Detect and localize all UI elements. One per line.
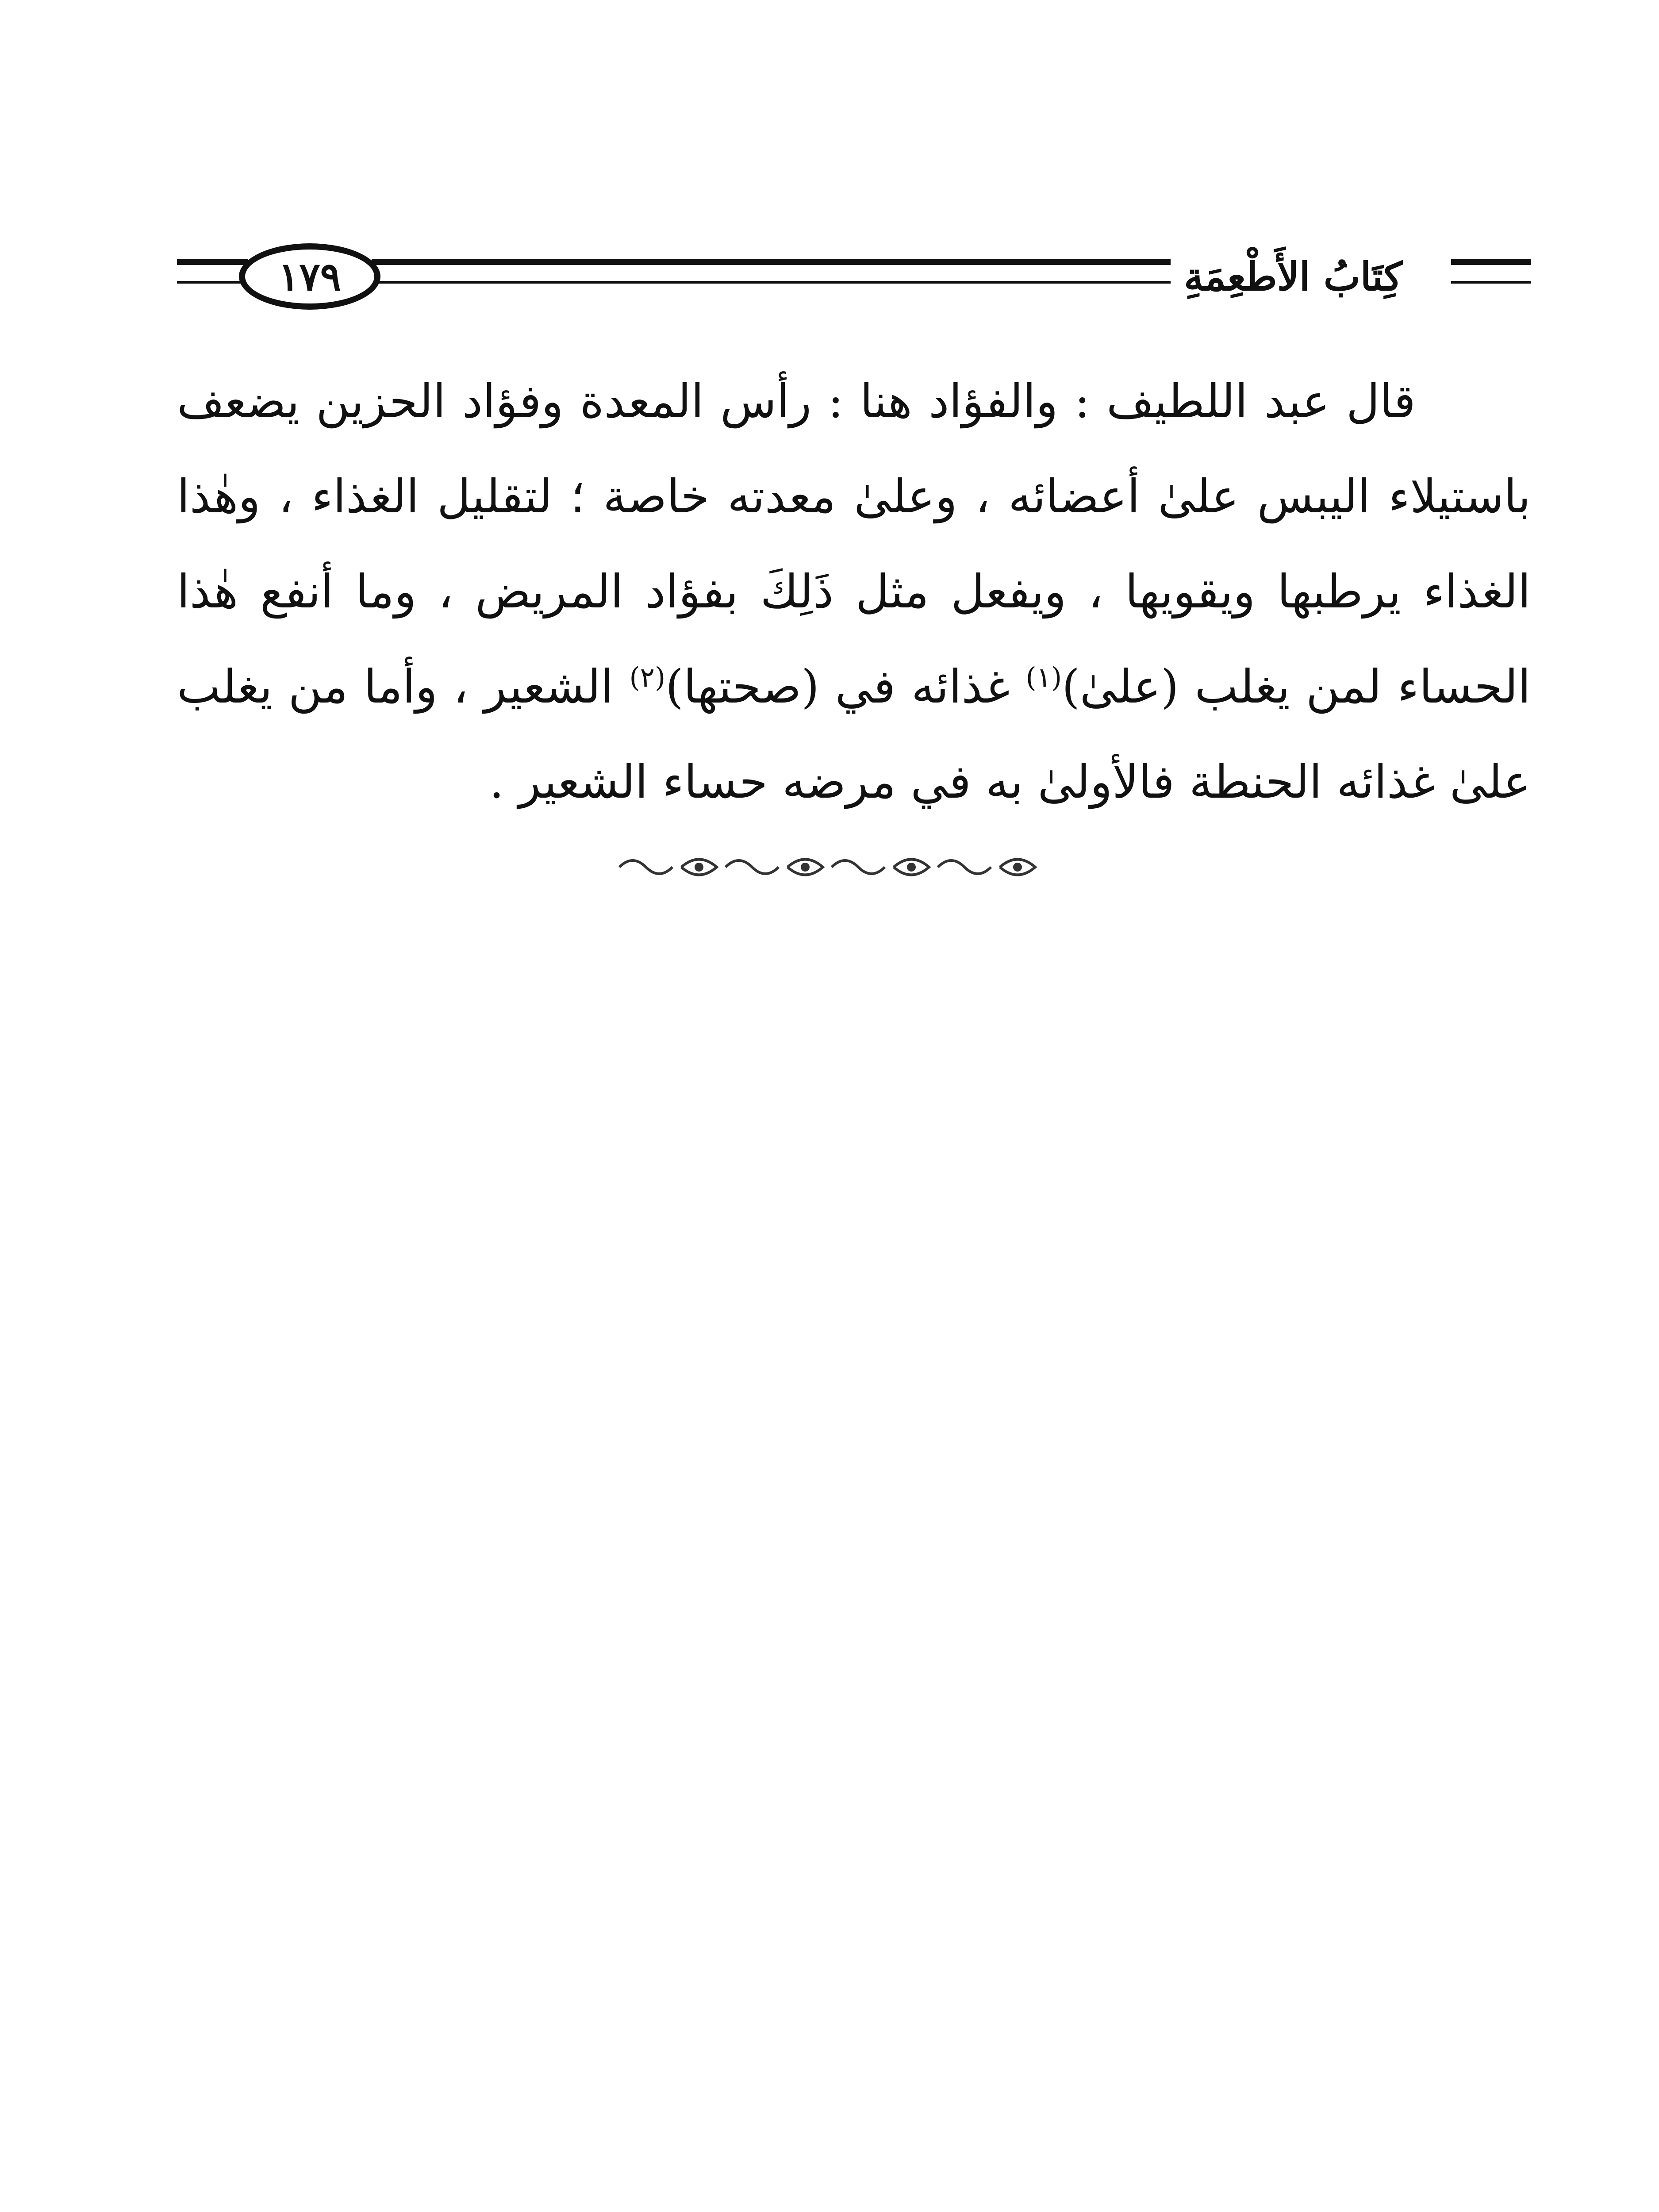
body-text-part-3: الشعير ، وأما من يغلب علىٰ غذائه الحنطة فالأولىٰ به في مرضه حساء الشعير . xyxy=(177,660,1531,809)
footnote-ref-1: (١) xyxy=(1025,661,1062,694)
footnote-ref-2: (٢) xyxy=(629,661,666,694)
main-text xyxy=(177,354,1531,830)
header-rule-left-bottom xyxy=(177,281,248,284)
header-rule-left-top xyxy=(177,259,248,265)
page-number: ١٧٩ xyxy=(239,243,380,310)
main-paragraph xyxy=(177,354,1531,830)
body-text-part-2: غذائه في (صحتها) xyxy=(665,660,1026,714)
book-title: كِتَابُ الأَطْعِمَةِ xyxy=(1171,243,1416,310)
header-rule-right-top xyxy=(1451,259,1531,265)
header-rule-right-bottom xyxy=(1451,281,1531,284)
section-divider-ornament xyxy=(611,849,1053,885)
header-rule-middle-bottom xyxy=(372,281,1292,284)
header-rule-middle-top xyxy=(372,259,1292,265)
page-header xyxy=(177,239,1531,319)
body-text-part-1: قال عبد اللطيف : والفؤاد هنا : رأس المعدة وفؤاد الحزين يضعف باستيلاء اليبس علىٰ أعضائه ، وعلىٰ معدته خاصة ؛ لتقليل الغذاء ، وهٰذا الغذاء يرطبها ويقويها ، ويفعل مثل ذَلِكَ بفؤاد المريض ، وما أنفع هٰذا الحساء لمن يغلب (علىٰ) xyxy=(177,374,1531,714)
